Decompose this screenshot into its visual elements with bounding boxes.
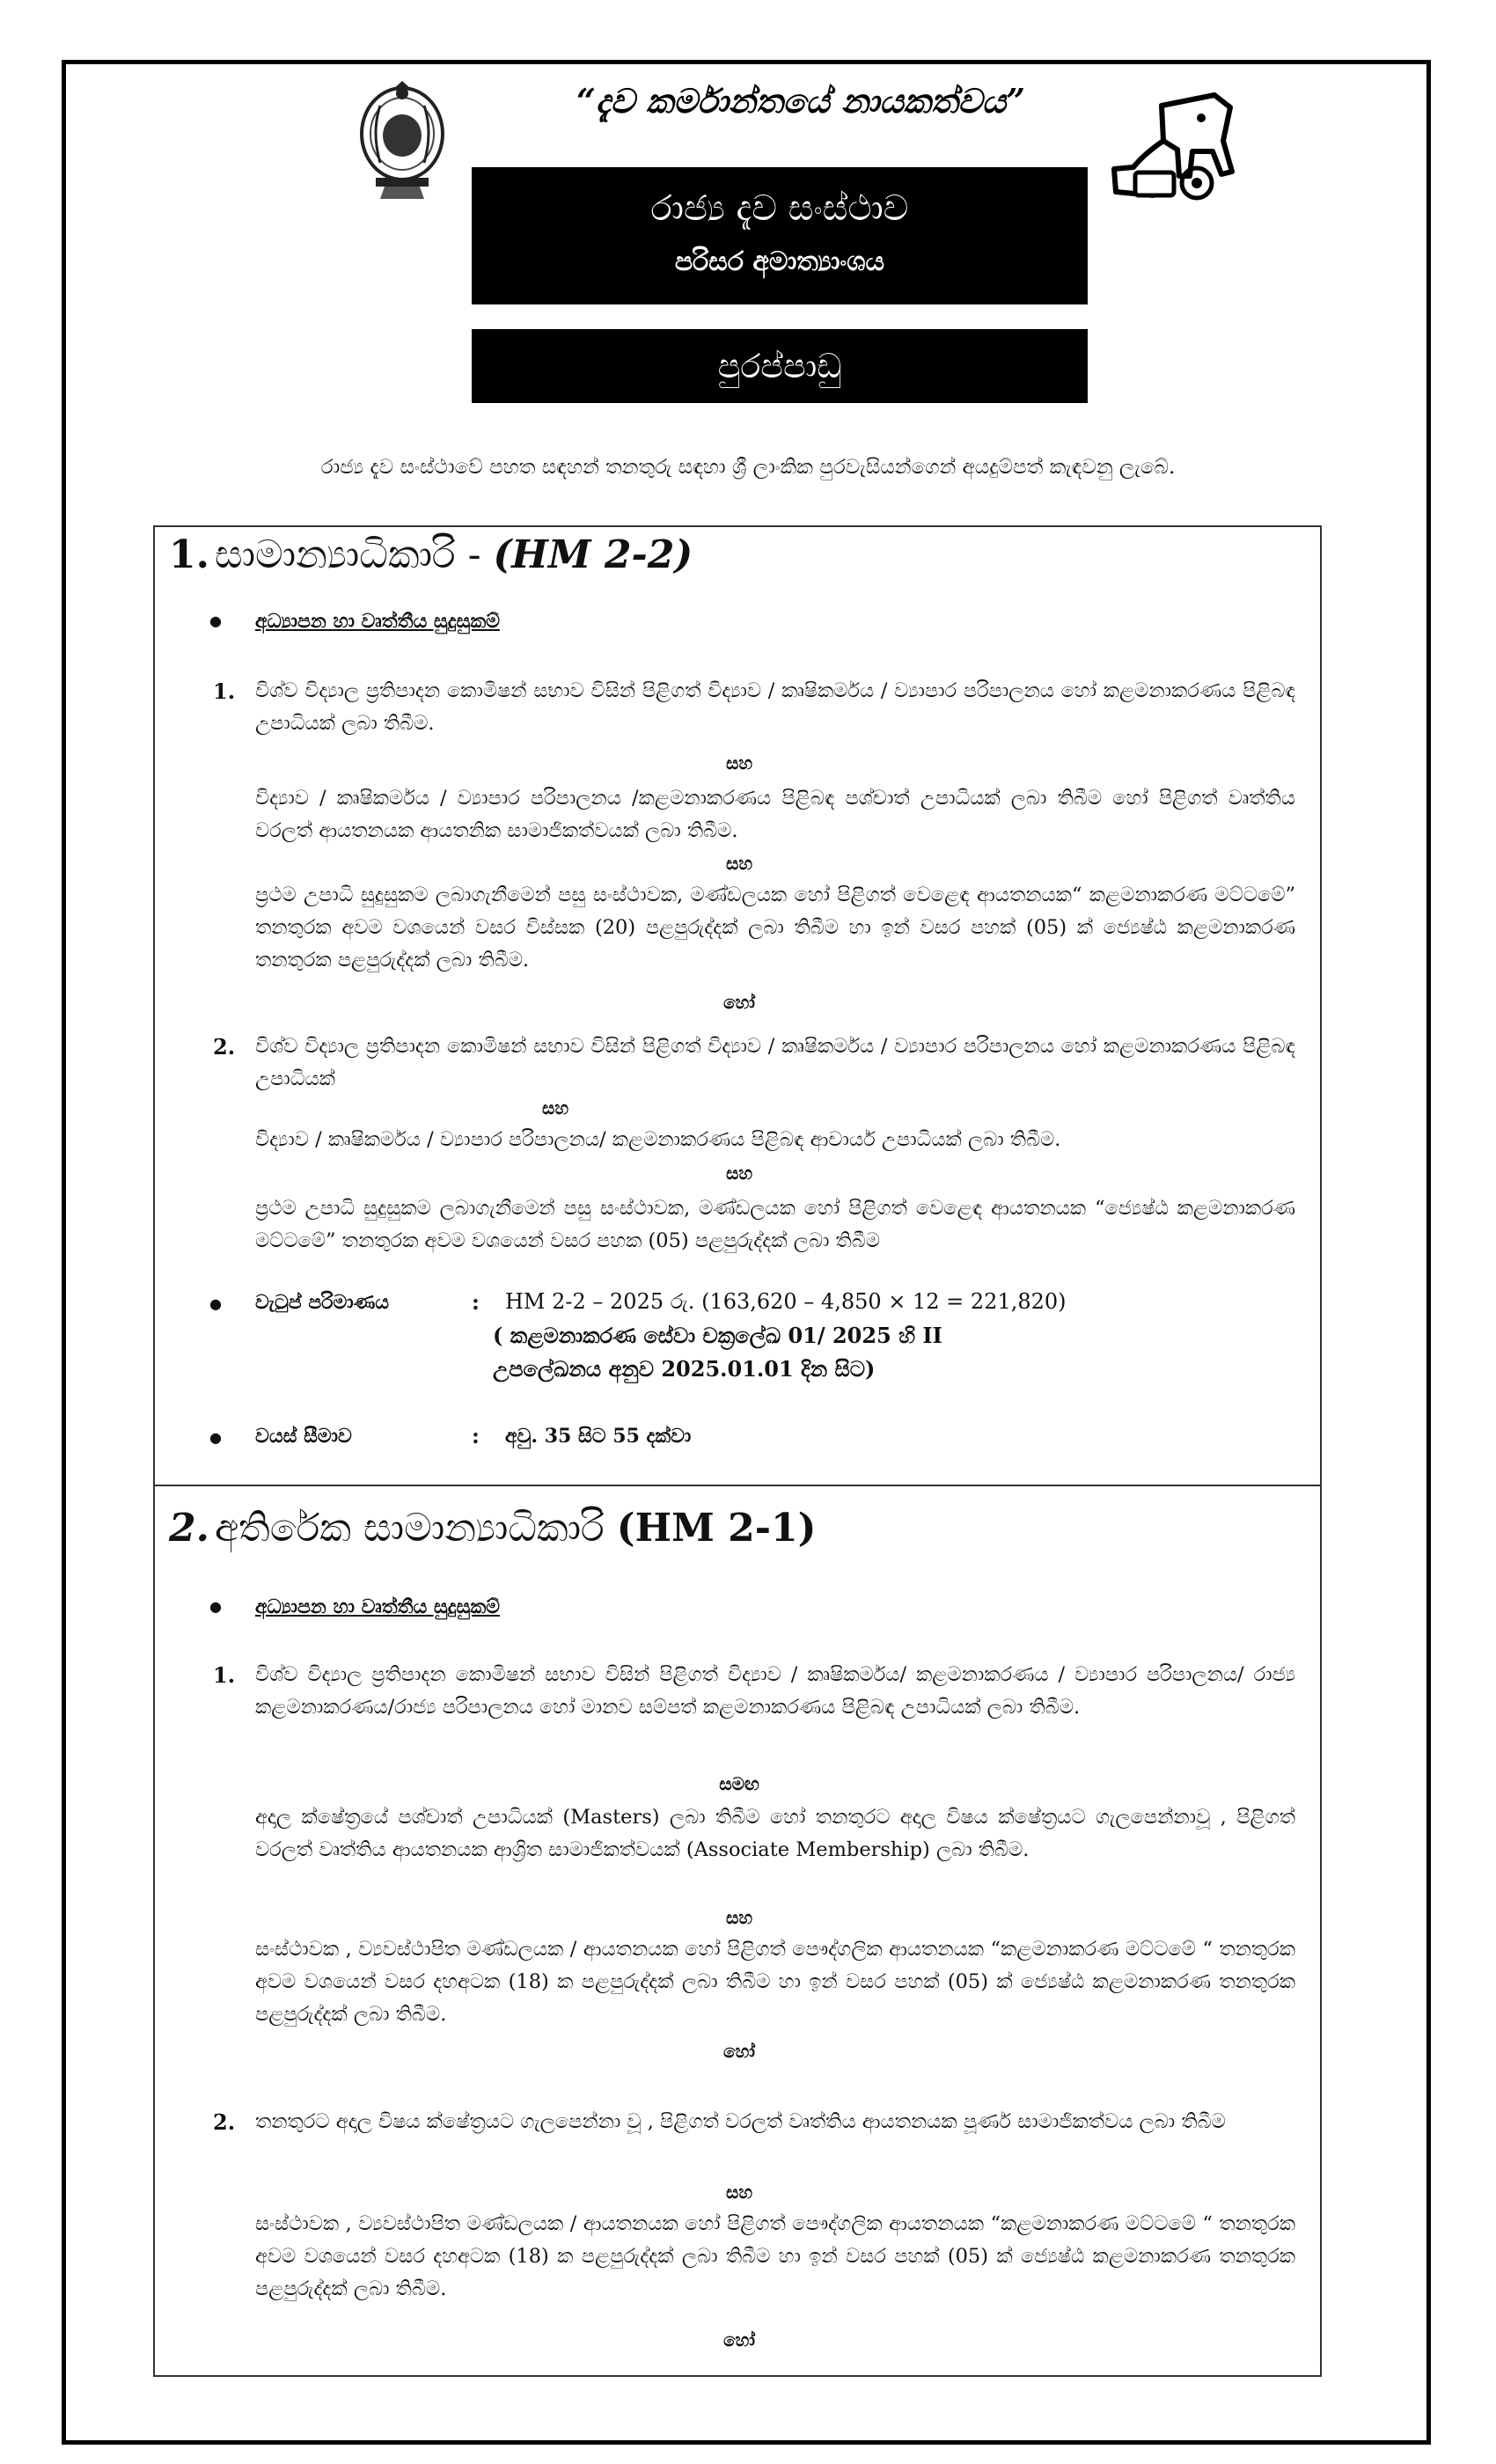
conjunction-and: සහ xyxy=(725,1907,753,1928)
organization-name: රාජ්‍ය දැව සංස්ථාව xyxy=(650,188,909,229)
position-general-manager xyxy=(155,527,1320,1486)
conjunction-with: සමඟ xyxy=(719,1773,759,1794)
ministry-name: පරිසර අමාත්‍යාංශය xyxy=(674,246,885,277)
position-name: අතිරේක සාමාන්‍යාධිකාරි xyxy=(214,1506,617,1551)
qualifications-heading xyxy=(213,1595,500,1618)
salary-value: HM 2-2 – 2025 රු. (163,620 – 4,850 × 12 = 221,820) xyxy=(505,1289,1067,1314)
qualification-text: විද්‍යාව / කෘෂිකර්මය / ව්‍යාපාර පරිපාලනය /කළමනාකරණය පිළිබඳ පශ්චාත් උපාධියක් ලබා තිබීම හෝ පිළිගත් වෘත්තිය වරලත් ආයතනයක ආයතනික සාමාජිකත්වයක් ලබා තිබීම. xyxy=(255,787,1295,842)
qualification-text: අදාල ක්ෂේත්‍රයේ පශ්චාත් උපාධියක් (Masters) ලබා තිබීම හෝ තනතුරට අදාල විෂය ක්ෂේත්‍රයට ගැලපෙන්නාවූ , පිළිගත් වරලත් වෘත්තිය ආයතනයක ආශ්‍රිත සාමාජිකත්වයක් (Associate Membership) ලබා තිබීම. xyxy=(255,1806,1295,1861)
position-name: සාමාන්‍යාධිකාරි - xyxy=(214,532,494,577)
position-title xyxy=(169,1506,816,1551)
conjunction-and: සහ xyxy=(725,853,753,874)
salary-colon: : xyxy=(472,1289,480,1315)
sri-lanka-emblem-icon xyxy=(354,79,451,202)
vacancies-banner: පුරප්පාඩු xyxy=(472,329,1088,403)
corporation-slogan: “දැව කර්මාන්තයේ නායකත්වය” xyxy=(576,81,1025,121)
conjunction-and: සහ xyxy=(725,1162,753,1184)
qualifications-heading-text: අධ්‍යාපන හා වෘත්තීය සුදුසුකම් xyxy=(255,1595,501,1618)
qualifications-heading-text: අධ්‍යාපන හා වෘත්තීය සුදුසුකම් xyxy=(255,610,501,633)
position-grade: (HM 2-2) xyxy=(493,532,693,577)
position-number: 1. xyxy=(169,532,209,577)
qualification-text: විශ්ව විද්‍යාල ප්‍රතිපාදන කොමිෂන් සභාව විසින් පිළිගත් විද්‍යාව / කෘෂිකර්මය / ව්‍යාපාර පරිපාලනය හෝ කළමනාකරණය පිළිබඳ උපාධියක් xyxy=(255,1035,1295,1090)
item-number: 2. xyxy=(213,2109,236,2135)
position-additional-general-manager xyxy=(155,1486,1320,2375)
organization-header-box xyxy=(472,167,1088,304)
intro-text: රාජ්‍ය දැව සංස්ථාවේ පහත සඳහන් තනතුරු සඳහා ශ්‍රී ලාංකික පුරවැසියන්ගෙන් අයදුම්පත් කැඳවනු ලැබේ. xyxy=(320,456,1176,479)
qualification-text: සංස්ථාවක , ව්‍යවස්ථාපිත මණ්ඩලයක / ආයතනයක හෝ පිළිගත් පෞද්ගලික ආයතනයක “කළමනාකරණ මට්ටමේ “ තනතුරක අවම වශයෙන් වසර දහඅටක (18) ක පළපුරුද්දක් ලබා තිබීම හා ඉන් වසර පහක් (05) ක් ජ්‍යෙෂ්ඨ කළමනාකරණ තනතුරක පළපුරුද්දක් ලබා තිබීම. xyxy=(255,2212,1295,2300)
qualification-text: විද්‍යාව / කෘෂිකර්මය / ව්‍යාපාර පරිපාලනය/ කළමනාකරණය පිළිබඳ ආචාර්ය උපාධියක් ලබා තිබීම. xyxy=(255,1128,1061,1151)
conjunction-and: සහ xyxy=(725,2182,753,2203)
position-number: 2. xyxy=(169,1506,209,1551)
qualification-text: සංස්ථාවක , ව්‍යවස්ථාපිත මණ්ඩලයක / ආයතනයක හෝ පිළිගත් පෞද්ගලික ආයතනයක “කළමනාකරණ මට්ටමේ “ තනතුරක අවම වශයෙන් වසර දහඅටක (18) ක පළපුරුද්දක් ලබා තිබීම හා ඉන් වසර පහක් (05) ක් ජ්‍යෙෂ්ඨ කළමනාකරණ තනතුරක පළපුරුද්දක් ලබා තිබීම. xyxy=(255,1938,1295,2026)
qualification-text: විශ්ව විද්‍යාල ප්‍රතිපාදන කොමිෂන් සභාව විසින් පිළිගත් විද්‍යාව / කෘෂිකර්මය / ව්‍යාපාර පරිපාලනය හෝ කළමනාකරණය පිළිබඳ උපාධියක් ලබා තිබීම. xyxy=(255,679,1295,735)
salary-note: ( කළමනාකරණ සේවා චක්‍රලේඛ 01/ 2025 හි II උපලේඛනය අනුව 2025.01.01 දින සිට) xyxy=(493,1323,942,1382)
age-row xyxy=(213,1426,255,1448)
position-title xyxy=(169,532,693,577)
qualifications-heading xyxy=(213,610,500,633)
item-number: 1. xyxy=(213,1662,236,1688)
qualification-text: ප්‍රථම උපාධි සුදුසුකම ලබාගැනීමෙන් පසු සංස්ථාවක, මණ්ඩලයක හෝ පිළිගත් වෙළෙඳ ආයතනයක“ කළමනාකරණ මට්ටමේ” තනතුරක අවම වශයෙන් වසර විස්සක (20) පළපුරුද්දක් ලබා තිබීම හා ඉන් වසර පහක් (05) ක් ජ්‍යෙෂ්ඨ කළමනාකරණ තනතුරක පළපුරුද්දක් ලබා තිබීම. xyxy=(255,884,1295,972)
positions-table xyxy=(153,525,1322,2377)
salary-label: වැටුප් පරිමාණය xyxy=(255,1291,390,1314)
conjunction-or: හෝ xyxy=(723,2041,755,2062)
elephant-logo-icon xyxy=(1109,88,1241,207)
conjunction-or: හෝ xyxy=(723,992,755,1013)
item-number: 2. xyxy=(213,1034,236,1060)
qualification-text: විශ්ව විද්‍යාල ප්‍රතිපාදන කොමිෂන් සභාව විසින් පිළිගත් විද්‍යාව / කෘෂිකර්මය/ කළමනාකරණය / ව්‍යාපාර පරිපාලනය/ රාජ්‍ය කළමනාකරණය/රාජ්‍ය පරිපාලනය හෝ මානව සම්පත් කළමනාකරණය පිළිබඳ උපාධියක් ලබා තිබීම. xyxy=(255,1663,1295,1719)
age-value: අවු. 35 සිට 55 දක්වා xyxy=(505,1425,692,1448)
age-label: වයස් සීමාව xyxy=(255,1425,352,1448)
item-number: 1. xyxy=(213,678,236,704)
salary-row xyxy=(213,1293,255,1315)
qualification-text: තනතුරට අදාල විෂය ක්ෂේත්‍රයට ගැලපෙන්නා වූ , පිළිගත් වරලත් වෘත්තිය ආයතනයක පූර්ණ සාමාජිකත්වය ලබා තිබීම xyxy=(255,2110,1226,2133)
position-grade: (HM 2-1) xyxy=(616,1506,817,1551)
conjunction-or: හෝ xyxy=(723,2329,755,2350)
conjunction-and: සහ xyxy=(725,752,753,774)
qualification-text: ප්‍රථම උපාධි සුදුසුකම ලබාගැනීමෙන් පසු සංස්ථාවක, මණ්ඩලයක හෝ පිළිගත් වෙළෙඳ ආයතනයක “ජ්‍යෙෂ්ඨ කළමනාකරණ මට්ටමේ” තනතුරක අවම වශයෙන් වසර පහක (05) පළපුරුද්දක් ලබා තිබීම xyxy=(255,1197,1295,1252)
age-colon: : xyxy=(472,1423,480,1448)
conjunction-and: සහ xyxy=(542,1097,569,1118)
